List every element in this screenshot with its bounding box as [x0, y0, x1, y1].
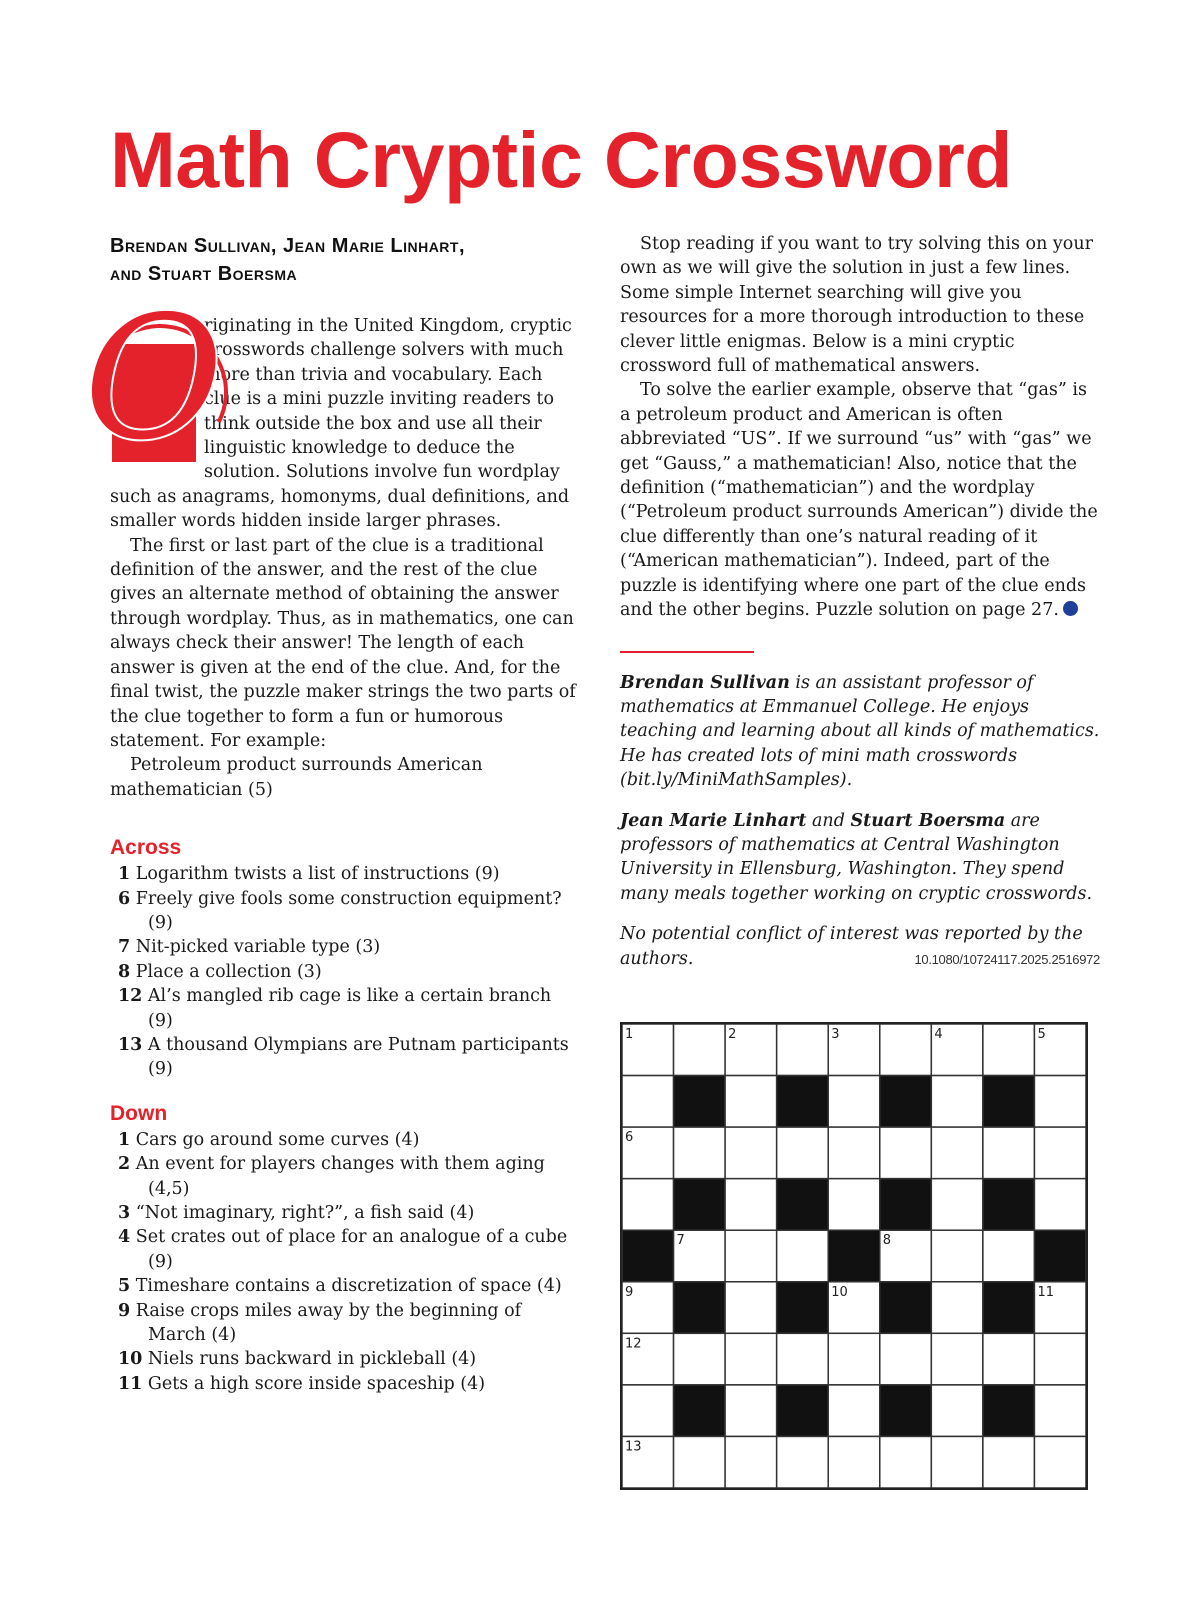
black-cell [622, 1230, 674, 1282]
conflict-statement: No potential conflict of interest was reported by the authors. [620, 924, 1083, 969]
bio-and: and [806, 810, 851, 831]
white-cell[interactable] [674, 1436, 726, 1488]
crossword-grid [620, 1022, 1088, 1490]
clue-number: 1 [118, 864, 131, 885]
intro-paragraph-2: The first or last part of the clue is a traditional definition of the answer, and the rest of the clue gives an alternate method of obtaining the answer through wordplay. Thus, as in mathematics, one can always check their answer! The length of each answer is given at the end of the clue. And, for the final twist, the puzzle maker strings the two parts of the clue together to form a fun or humorous statement. For example: [110, 535, 576, 751]
clue-number: 11 [118, 1373, 143, 1394]
bio-boersma-name: Stuart Boersma [850, 810, 1006, 831]
white-cell[interactable] [1034, 1127, 1086, 1179]
bio-sullivan-name: Brendan Sullivan [620, 672, 790, 693]
white-cell[interactable] [880, 1024, 932, 1076]
clue-number: 2 [118, 1154, 131, 1175]
white-cell[interactable] [983, 1436, 1035, 1488]
clue-number: 12 [118, 986, 143, 1007]
white-cell[interactable] [1034, 1076, 1086, 1128]
bio-linhart-boersma-text: are professors of mathematics at Central Washington University in Ellensburg, Washington. They spend many meals together working on cryptic crosswords. [620, 810, 1093, 904]
white-cell[interactable] [931, 1230, 983, 1282]
right-paragraph-1: Stop reading if you want to try solving this on your own as we will give the solution in just a few lines. Some simple Internet searching will give you resources for a more thorough introduction to these clever little enigmas. Below is a mini cryptic crossword full of mathematical answers. [620, 234, 1093, 377]
across-clue-8 [110, 960, 580, 984]
clue-text: Timeshare contains a discretization of space (4) [130, 1276, 562, 1297]
white-cell[interactable] [828, 1076, 880, 1128]
clue-text: Freely give fools some construction equipment? (9) [130, 888, 562, 933]
white-cell[interactable] [674, 1127, 726, 1179]
black-cell [983, 1076, 1035, 1128]
white-cell[interactable] [1034, 1179, 1086, 1231]
clue-number: 3 [118, 1203, 131, 1223]
clue-text: Raise crops miles away by the beginning of March (4) [130, 1300, 522, 1346]
white-cell[interactable] [828, 1127, 880, 1179]
down-clue-5 [110, 1274, 580, 1298]
white-cell[interactable] [777, 1230, 829, 1282]
example-clue: Petroleum product surrounds American mathematician (5) [110, 755, 483, 800]
clue-number: 1 [118, 1129, 131, 1150]
down-heading: Down [110, 1101, 168, 1125]
byline-line-1: Brendan Sullivan, Jean Marie Linhart, [110, 235, 466, 257]
black-cell [777, 1076, 829, 1128]
white-cell[interactable] [931, 1179, 983, 1231]
white-cell[interactable] [931, 1436, 983, 1488]
white-cell[interactable] [622, 1179, 674, 1231]
white-cell[interactable] [828, 1385, 880, 1437]
end-bullet-icon [1063, 601, 1078, 616]
clue-text: Niels runs backward in pickleball (4) [142, 1349, 477, 1370]
black-cell [674, 1385, 726, 1437]
clue-text: Set crates out of place for an analogue of a cube (9) [130, 1227, 568, 1272]
down-clue-4 [110, 1225, 580, 1274]
clue-text: Gets a high score inside spaceship (4) [142, 1373, 486, 1394]
white-cell[interactable] [1034, 1333, 1086, 1385]
clue-text: “Not imaginary, right?”, a fish said (4) [130, 1203, 475, 1223]
right-paragraph-2 [620, 378, 1100, 622]
grid-number-12: 12 [625, 1336, 642, 1352]
bio-sullivan [620, 671, 1100, 793]
white-cell[interactable] [828, 1436, 880, 1488]
white-cell[interactable] [725, 1179, 777, 1231]
white-cell[interactable] [622, 1385, 674, 1437]
white-cell[interactable] [674, 1333, 726, 1385]
black-cell [983, 1385, 1035, 1437]
down-clue-1 [110, 1128, 580, 1152]
page-title: Math Cryptic Crossword [110, 115, 1013, 204]
white-cell[interactable] [828, 1179, 880, 1231]
right-column [620, 232, 1100, 987]
white-cell[interactable] [725, 1230, 777, 1282]
across-clue-7 [110, 935, 580, 959]
grid-number-3: 3 [831, 1027, 840, 1042]
black-cell [1034, 1230, 1086, 1282]
white-cell[interactable] [931, 1127, 983, 1179]
black-cell [674, 1179, 726, 1231]
clue-text: Nit-picked variable type (3) [130, 937, 381, 958]
clue-text: A thousand Olympians are Putnam participants (9) [142, 1034, 569, 1080]
down-clue-10 [110, 1347, 580, 1371]
white-cell[interactable] [931, 1076, 983, 1128]
white-cell[interactable] [828, 1333, 880, 1385]
clue-number: 8 [118, 961, 131, 982]
clue-number: 10 [118, 1349, 143, 1370]
black-cell [880, 1076, 932, 1128]
clue-number: 4 [118, 1227, 131, 1248]
black-cell [674, 1282, 726, 1334]
doi: 10.1080/10724117.2025.2516972 [914, 952, 1100, 967]
grid-number-8: 8 [882, 1233, 892, 1249]
bio-divider [620, 651, 754, 653]
white-cell[interactable] [725, 1127, 777, 1179]
right-paragraph-2-text: To solve the earlier example, observe that “gas” is a petroleum product and American is often abbreviated “US”. If we surround “us” with “gas” we get “Gauss,” a mathematician! Also, notice that the definition (“mathematician”) and the wordplay (“Petroleum product surrounds American”) divide the clue differently than one’s natural reading of it (“American mathematician”). Indeed, part of the puzzle is identifying where one part of the clue ends and the other begins. Puzzle solution on page 27. [620, 380, 1098, 621]
white-cell[interactable] [777, 1436, 829, 1488]
white-cell[interactable] [622, 1076, 674, 1128]
grid-number-13: 13 [625, 1439, 642, 1455]
bio-sullivan-text: is an assistant professor of mathematics at Emmanuel College. He enjoys teaching and learning about all kinds of mathematics. He has created lots of mini math crosswords (bit.ly/MiniMathSamples). [620, 672, 1100, 791]
grid-number-11: 11 [1037, 1284, 1054, 1300]
white-cell[interactable] [983, 1024, 1035, 1076]
clue-number: 9 [118, 1300, 131, 1321]
clue-number: 5 [118, 1276, 131, 1297]
grid-number-10: 10 [831, 1284, 848, 1300]
white-cell[interactable] [1034, 1436, 1086, 1488]
down-clue-2 [110, 1152, 580, 1201]
white-cell[interactable] [725, 1282, 777, 1334]
white-cell[interactable] [880, 1127, 932, 1179]
drop-cap [84, 280, 224, 478]
grid-number-5: 5 [1037, 1027, 1046, 1042]
drop-cap-letter: O [84, 280, 224, 478]
across-clue-1 [110, 862, 580, 886]
clue-number: 6 [118, 888, 131, 909]
clue-text: Logarithm twists a list of instructions (9) [130, 864, 500, 885]
down-clue-list [110, 1128, 580, 1396]
across-clue-12 [110, 984, 580, 1033]
grid-number-4: 4 [934, 1027, 943, 1042]
grid-number-2: 2 [728, 1027, 737, 1042]
intro [84, 280, 580, 534]
black-cell [777, 1385, 829, 1437]
white-cell[interactable] [931, 1385, 983, 1437]
white-cell[interactable] [777, 1024, 829, 1076]
clue-text: Place a collection (3) [130, 961, 322, 982]
down-clue-9 [110, 1299, 580, 1348]
clue-text: An event for players changes with them aging (4,5) [130, 1154, 545, 1199]
white-cell[interactable] [983, 1127, 1035, 1179]
grid-number-7: 7 [676, 1233, 685, 1249]
clue-number: 13 [118, 1034, 143, 1055]
white-cell[interactable] [725, 1436, 777, 1488]
down-clue-3 [110, 1201, 580, 1225]
clue-text: Cars go around some curves (4) [130, 1129, 420, 1150]
black-cell [777, 1179, 829, 1231]
white-cell[interactable] [777, 1333, 829, 1385]
white-cell[interactable] [931, 1282, 983, 1334]
black-cell [674, 1076, 726, 1128]
black-cell [983, 1179, 1035, 1231]
white-cell[interactable] [931, 1333, 983, 1385]
black-cell [983, 1282, 1035, 1334]
grid-number-9: 9 [625, 1284, 634, 1300]
clue-text: Al’s mangled rib cage is like a certain branch (9) [142, 986, 552, 1031]
white-cell[interactable] [983, 1333, 1035, 1385]
grid-number-6: 6 [625, 1130, 634, 1146]
black-cell [828, 1230, 880, 1282]
across-clue-6 [110, 887, 580, 936]
white-cell[interactable] [777, 1127, 829, 1179]
intro-paragraph-1: riginating in the United Kingdom, cryptic crosswords challenge solvers with much more than trivia and vocabulary. Each clue is a mini puzzle inviting readers to think outside the box and use all their linguistic knowledge to deduce the solution. Solutions involve fun wordplay such as anagrams, homonyms, dual definitions, and smaller words hidden inside larger phrases. [110, 316, 572, 532]
across-clue-13 [110, 1033, 580, 1082]
down-clue-11 [110, 1372, 580, 1396]
byline-line-2: and Stuart Boersma [110, 263, 298, 285]
white-cell[interactable] [1034, 1385, 1086, 1437]
white-cell[interactable] [725, 1385, 777, 1437]
white-cell[interactable] [725, 1076, 777, 1128]
black-cell [777, 1282, 829, 1334]
white-cell[interactable] [674, 1024, 726, 1076]
bio-linhart-name: Jean Marie Linhart [620, 810, 807, 831]
clue-number: 7 [118, 937, 131, 958]
crossword-grid-svg [622, 1024, 1086, 1488]
left-column [84, 232, 580, 1396]
black-cell [880, 1282, 932, 1334]
white-cell[interactable] [983, 1230, 1035, 1282]
across-clue-list [110, 862, 580, 1082]
white-cell[interactable] [880, 1436, 932, 1488]
across-heading: Across [110, 836, 182, 860]
white-cell[interactable] [725, 1333, 777, 1385]
white-cell[interactable] [880, 1333, 932, 1385]
black-cell [880, 1385, 932, 1437]
grid-number-1: 1 [625, 1027, 634, 1042]
black-cell [880, 1179, 932, 1231]
bio-linhart-boersma [620, 809, 1100, 907]
